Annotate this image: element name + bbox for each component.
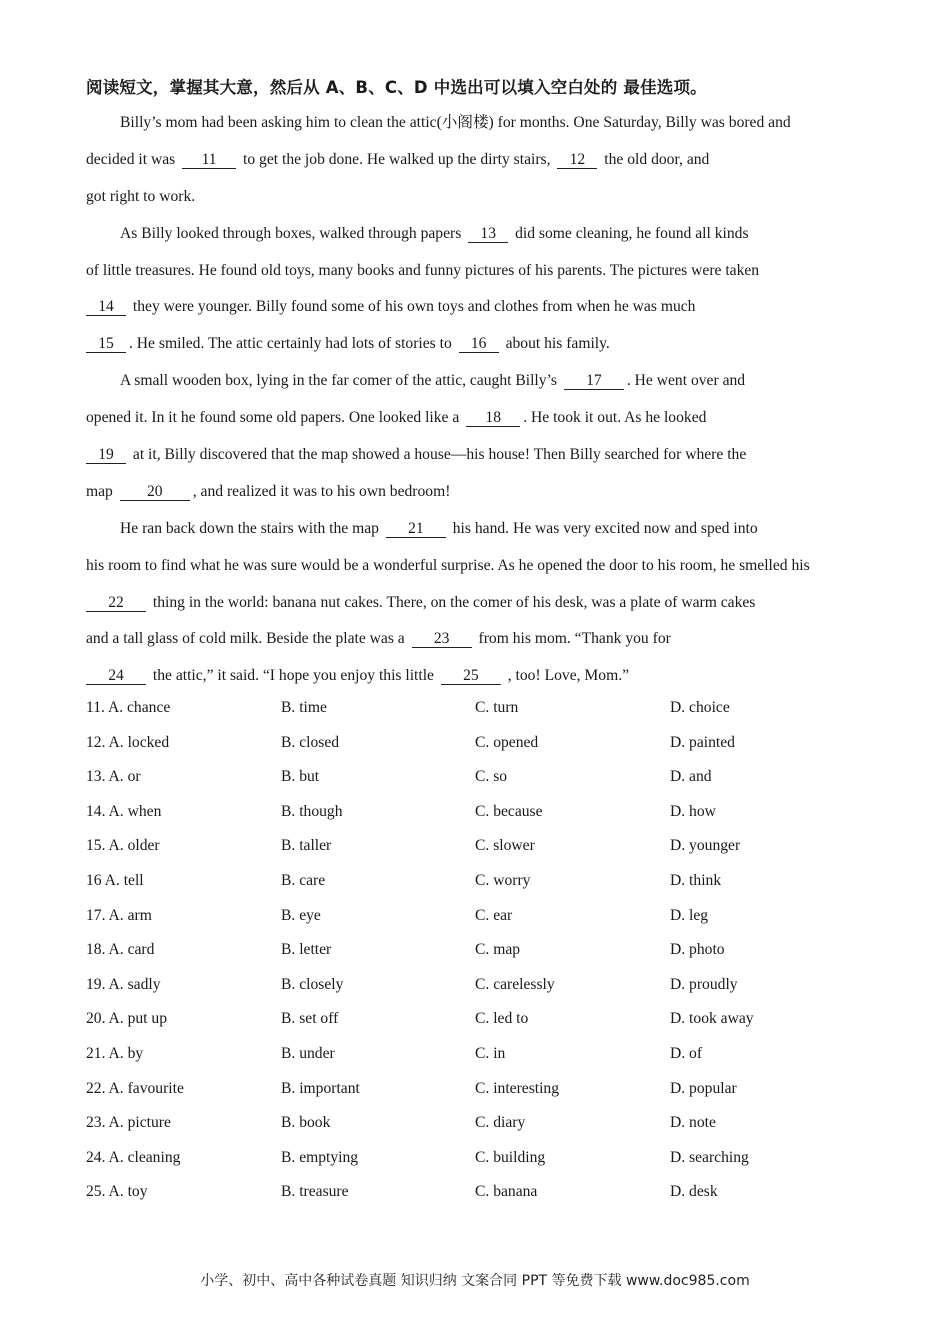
- option-c: C. in: [475, 1044, 506, 1062]
- passage-text: of little treasures. He found old toys, many books and funny pictures of his parents. The pictures were taken: [86, 261, 760, 279]
- option-a: 15. A. older: [86, 837, 160, 855]
- passage-line: [86, 366, 868, 403]
- passage-text: at it, Billy discovered that the map showed a house—his house! Then Billy searched for where the: [129, 446, 747, 464]
- passage-text: opened it. In it he found some old papers. One looked like a: [86, 409, 464, 427]
- question-row: [86, 1077, 866, 1112]
- blank-15: 15: [86, 335, 126, 353]
- option-c: C. carelessly: [475, 975, 555, 993]
- option-b: B. closed: [281, 733, 340, 751]
- question-row: [86, 696, 866, 731]
- blank-20: 20: [120, 483, 190, 501]
- option-a: 21. A. by: [86, 1044, 144, 1062]
- option-d: D. choice: [670, 699, 730, 716]
- passage-text: . He smiled. The attic certainly had lots of stories to: [129, 335, 456, 353]
- passage-line: [86, 182, 868, 219]
- passage-line: [86, 477, 868, 514]
- option-b: B. treasure: [281, 1183, 349, 1201]
- option-c: C. diary: [475, 1114, 526, 1132]
- question-row: [86, 731, 866, 766]
- option-a: 18. A. card: [86, 941, 155, 959]
- question-row: [86, 1146, 866, 1181]
- passage-text: got right to work.: [86, 187, 196, 205]
- passage-text: . He took it out. As he looked: [523, 409, 707, 427]
- passage-text: to get the job done. He walked up the dirty stairs,: [239, 150, 555, 168]
- option-c: C. banana: [475, 1183, 538, 1201]
- passage-line: [86, 219, 868, 256]
- option-d: D. desk: [670, 1183, 718, 1201]
- blank-16: 16: [459, 335, 499, 353]
- option-b: B. important: [281, 1079, 360, 1097]
- passage-text: Billy’s mom had been asking him to clean the attic(小阁楼) for months. One Saturday, Billy was bored and: [120, 114, 791, 131]
- option-d: D. photo: [670, 941, 725, 959]
- option-b: B. but: [281, 768, 320, 786]
- option-b: B. set off: [281, 1010, 339, 1028]
- option-d: D. took away: [670, 1010, 754, 1028]
- page-footer: 小学、初中、高中各种试卷真题 知识归纳 文案合同 PPT 等免费下载 www.doc985.com: [200, 1273, 750, 1289]
- question-row: [86, 765, 866, 800]
- blank-11: 11: [182, 151, 236, 169]
- question-row: [86, 904, 866, 939]
- passage-text: As Billy looked through boxes, walked through papers: [120, 224, 466, 242]
- passage-line: [86, 329, 868, 366]
- answer-options: [86, 696, 866, 1215]
- option-b: B. closely: [281, 975, 344, 993]
- option-c: C. opened: [475, 733, 539, 751]
- passage-text: they were younger. Billy found some of his own toys and clothes from when he was much: [129, 298, 696, 316]
- blank-22: 22: [86, 594, 146, 612]
- passage-line: [86, 256, 868, 293]
- option-d: D. of: [670, 1044, 703, 1062]
- blank-18: 18: [466, 409, 520, 427]
- option-b: B. under: [281, 1044, 335, 1062]
- question-row: [86, 973, 866, 1008]
- option-a: 22. A. favourite: [86, 1079, 184, 1097]
- question-row: [86, 834, 866, 869]
- passage-text: from his mom. “Thank you for: [474, 630, 671, 648]
- option-b: B. book: [281, 1114, 331, 1132]
- option-d: D. searching: [670, 1148, 749, 1166]
- option-b: B. taller: [281, 837, 332, 855]
- option-d: D. how: [670, 802, 716, 820]
- option-c: C. building: [475, 1148, 546, 1166]
- passage-text: A small wooden box, lying in the far comer of the attic, caught Billy’s: [120, 372, 561, 390]
- question-row: [86, 1180, 866, 1215]
- passage-line: [86, 108, 868, 145]
- option-b: B. letter: [281, 941, 332, 959]
- blank-25: 25: [441, 667, 501, 685]
- passage-line: [86, 588, 868, 625]
- blank-14: 14: [86, 298, 126, 316]
- option-a: 25. A. toy: [86, 1183, 148, 1201]
- option-a: 12. A. locked: [86, 733, 170, 751]
- option-c: C. map: [475, 941, 521, 959]
- passage-line: [86, 661, 868, 698]
- passage-text: his room to find what he was sure would be a wonderful surprise. As he opened the door to his room, he smelled his: [86, 556, 810, 574]
- instruction-heading: 阅读短文，掌握其大意，然后从 A、B、C、D 中选出可以填入空白处的 最佳选项。: [86, 78, 707, 97]
- passage-line: [86, 551, 868, 588]
- passage-text: and a tall glass of cold milk. Beside the plate was a: [86, 630, 409, 648]
- passage-line: [86, 292, 868, 329]
- question-row: [86, 869, 866, 904]
- option-c: C. slower: [475, 837, 535, 855]
- blank-24: 24: [86, 667, 146, 685]
- option-a: 16 A. tell: [86, 871, 144, 889]
- option-d: D. painted: [670, 733, 735, 751]
- passage-text: , too! Love, Mom.”: [503, 667, 630, 685]
- option-a: 19. A. sadly: [86, 975, 161, 993]
- option-c: C. worry: [475, 871, 531, 889]
- option-d: D. think: [670, 871, 722, 889]
- option-c: C. because: [475, 802, 543, 820]
- option-b: B. though: [281, 802, 343, 820]
- question-row: [86, 1111, 866, 1146]
- question-row: [86, 1007, 866, 1042]
- passage: [86, 108, 868, 698]
- passage-text: map: [86, 482, 117, 500]
- passage-line: [86, 145, 868, 182]
- question-row: [86, 1042, 866, 1077]
- passage-line: [86, 514, 868, 551]
- option-c: C. led to: [475, 1010, 529, 1028]
- option-d: D. popular: [670, 1079, 737, 1097]
- passage-line: [86, 624, 868, 661]
- option-a: 24. A. cleaning: [86, 1148, 181, 1166]
- passage-text: . He went over and: [626, 372, 746, 390]
- option-a: 11. A. chance: [86, 699, 171, 716]
- passage-text: his hand. He was very excited now and sped into: [448, 519, 758, 537]
- option-a: 20. A. put up: [86, 1010, 168, 1028]
- option-c: C. turn: [475, 699, 519, 716]
- option-a: 23. A. picture: [86, 1114, 171, 1132]
- question-row: [86, 938, 866, 973]
- option-d: D. note: [670, 1114, 716, 1132]
- passage-text: the old door, and: [600, 150, 710, 168]
- passage-line: [86, 403, 868, 440]
- option-d: D. proudly: [670, 975, 738, 993]
- option-b: B. emptying: [281, 1148, 359, 1166]
- blank-21: 21: [386, 520, 446, 538]
- blank-13: 13: [468, 225, 508, 243]
- option-d: D. younger: [670, 837, 741, 855]
- option-a: 13. A. or: [86, 768, 141, 786]
- passage-text: thing in the world: banana nut cakes. There, on the comer of his desk, was a plate of warm cakes: [149, 593, 756, 611]
- option-c: C. interesting: [475, 1079, 560, 1097]
- option-b: B. time: [281, 699, 327, 716]
- passage-text: decided it was: [86, 150, 180, 168]
- option-b: B. eye: [281, 906, 321, 924]
- option-a: 17. A. arm: [86, 906, 152, 924]
- option-a: 14. A. when: [86, 802, 162, 820]
- option-d: D. and: [670, 768, 712, 786]
- option-c: C. so: [475, 768, 508, 786]
- passage-text: the attic,” it said. “I hope you enjoy this little: [149, 667, 438, 685]
- blank-23: 23: [412, 630, 472, 648]
- blank-17: 17: [564, 372, 624, 390]
- passage-line: [86, 440, 868, 477]
- blank-19: 19: [86, 446, 126, 464]
- passage-text: did some cleaning, he found all kinds: [511, 224, 749, 242]
- passage-text: about his family.: [501, 335, 610, 353]
- option-c: C. ear: [475, 906, 513, 924]
- option-d: D. leg: [670, 906, 709, 924]
- question-row: [86, 800, 866, 835]
- blank-12: 12: [557, 151, 597, 169]
- option-b: B. care: [281, 871, 326, 889]
- passage-text: He ran back down the stairs with the map: [120, 519, 383, 537]
- passage-text: , and realized it was to his own bedroom!: [192, 482, 451, 500]
